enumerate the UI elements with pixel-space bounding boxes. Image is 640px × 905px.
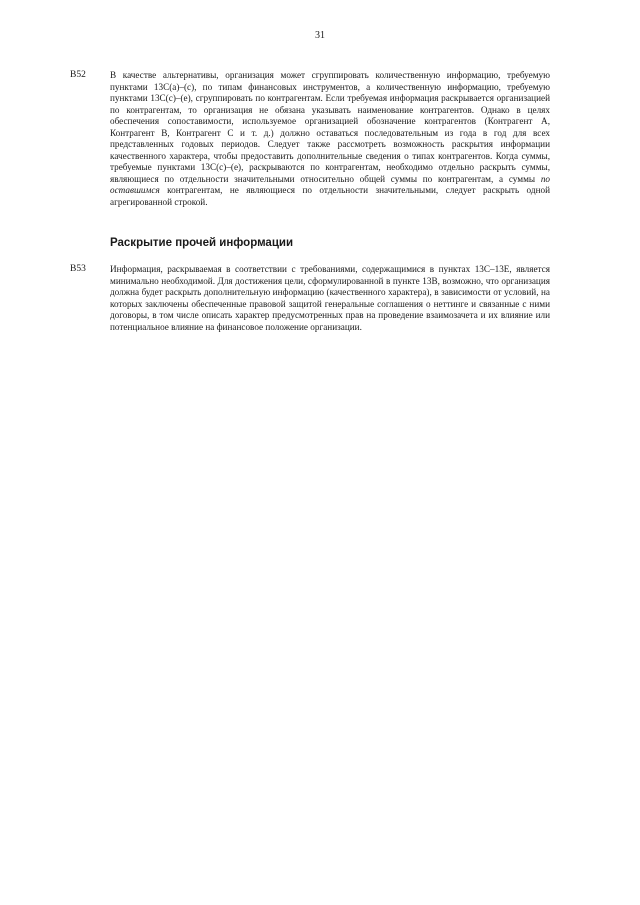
paragraph-text-part: В качестве альтернативы, организация может сгруппировать количественную информацию, требуемую пунктами 13С(a)–(c), по типам финансовых инструментов, а количественную информацию, требуемую пунктами 13С(с)–(e), сгруппировать по контрагентам. Если требуемая информация раскрывается организацией по контрагентам, то организация не обязана указывать наименование контрагентов. Однако в целях обеспечения сопоставимости, используемое организацией обозначение контрагентов (Контрагент А, Контрагент В, Контрагент С и т. д.) должно оставаться последовательным из года в год для всех представленных годовых периодов. Следует также рассмотреть возможность раскрытия информации качественного характера, чтобы предоставить дополнительные сведения о типах контрагентов. Когда суммы, требуемые пунктами 13С(с)–(e), раскрываются по контрагентам, необходимо отдельно раскрыть суммы, являющиеся по отдельности значительными относительно общей суммы по контрагентам, а суммы (110, 70, 550, 184)
page-number: 31 (315, 30, 325, 41)
paragraph-text-italic: по оставшимся (110, 173, 550, 196)
paragraph-text: Информация, раскрываемая в соответствии с требованиями, содержащимися в пунктах 13С–13Е, является минимально необходимой. Для достижения цели, сформулированной в пункте 13В, возможно, что организация должна будет раскрыть дополнительную информацию (качественного характера), в зависимости от условий, на которых заключены обеспеченные правовой защитой генеральные соглашения о неттинге и связанные с ними договоры, в том числе описать характер предусмотренных прав на проведение взаимозачета и их влияние или потенциальное влияние на финансовое положение организации. (110, 264, 550, 332)
paragraph-b52 (70, 70, 550, 209)
paragraph-text (110, 70, 550, 209)
paragraph-label: B53 (70, 264, 86, 274)
section-heading: Раскрытие прочей информации (110, 237, 294, 249)
paragraph-b53 (70, 264, 550, 333)
paragraph-label: B52 (70, 70, 86, 80)
paragraph-text-part: контрагентам, не являющиеся по отдельности значительными, следует раскрыть одной агрегированной строкой. (110, 185, 550, 208)
